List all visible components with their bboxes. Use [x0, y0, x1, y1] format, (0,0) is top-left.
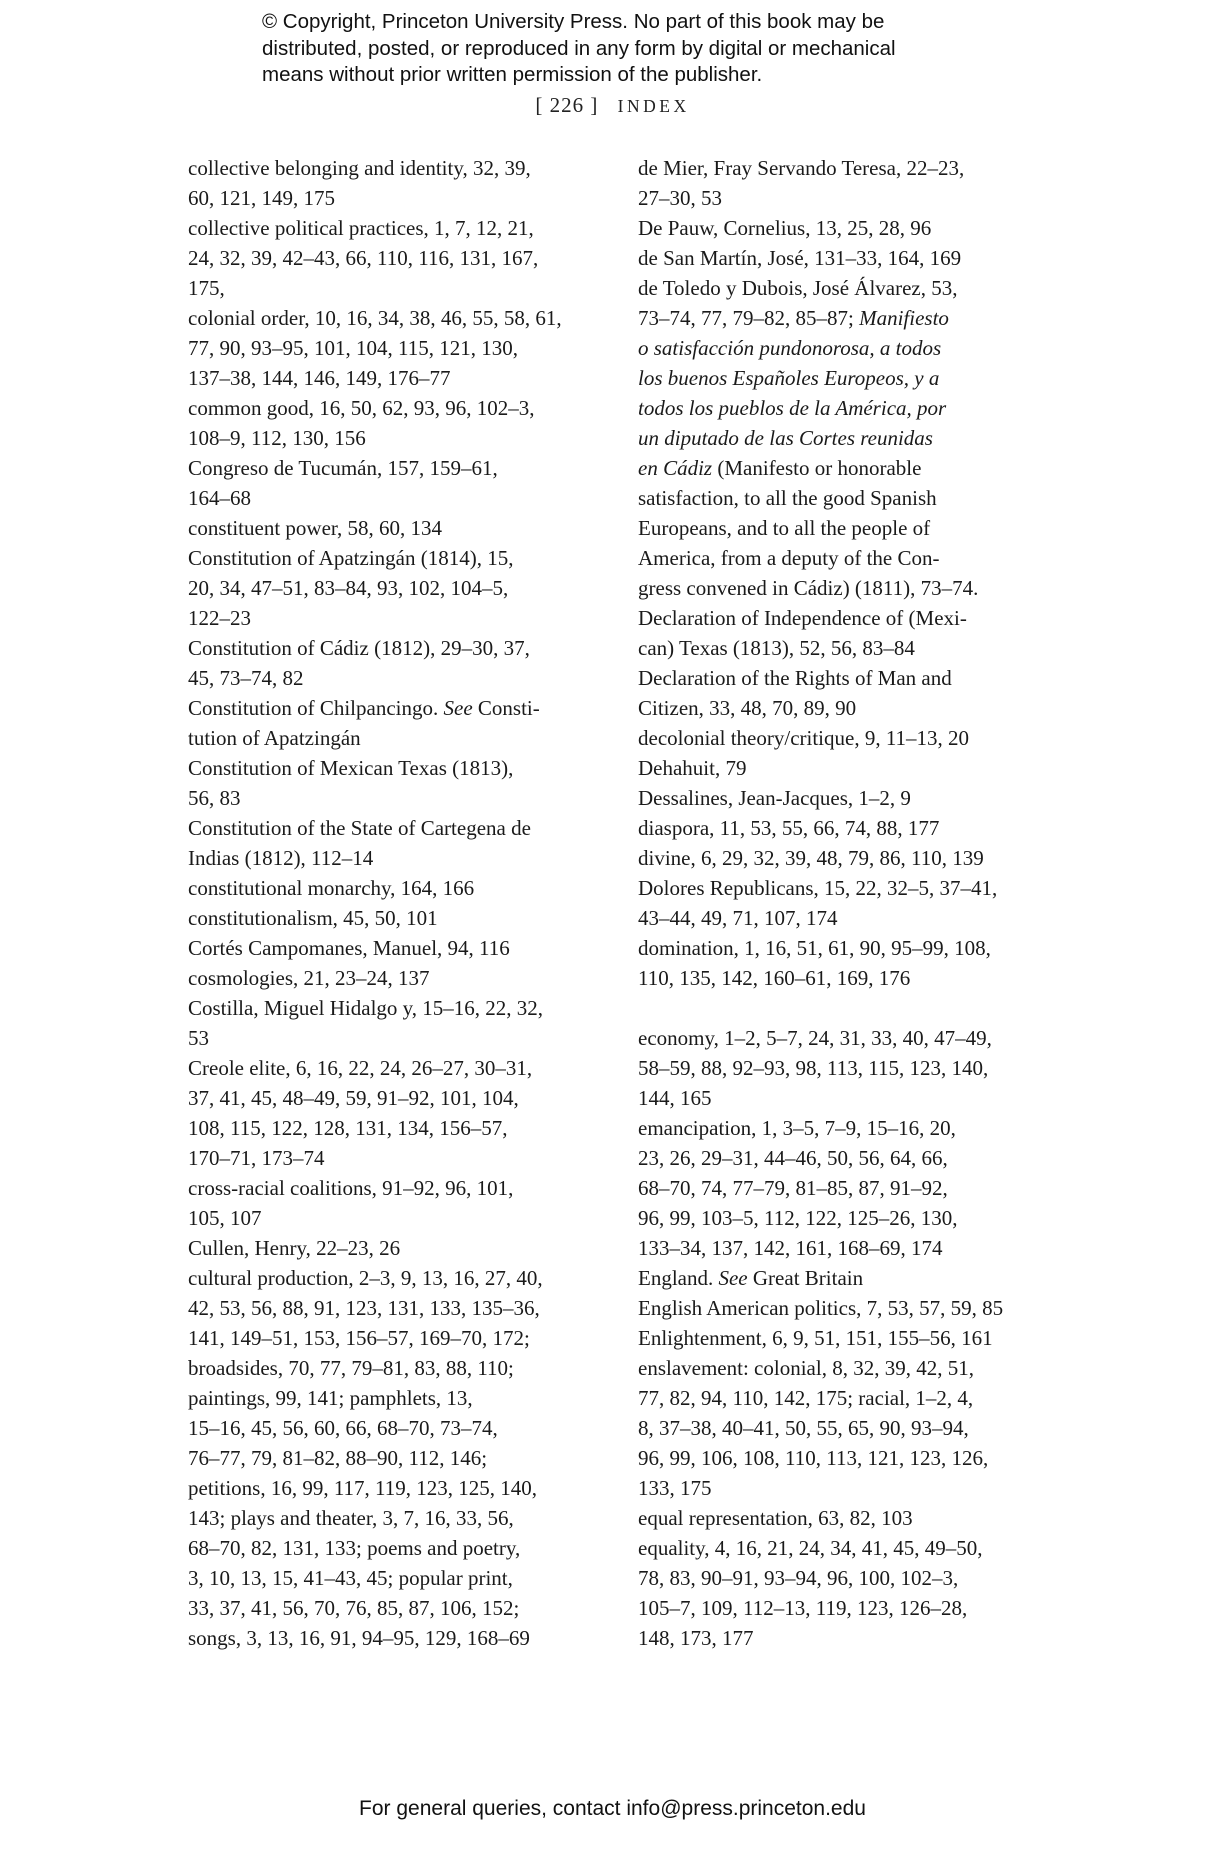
index-entry-line: 105, 107 [188, 1206, 262, 1230]
index-entry-line: 110, 135, 142, 160–61, 169, 176 [638, 966, 911, 990]
index-entry-line: 8, 37–38, 40–41, 50, 55, 65, 90, 93–94, [638, 1416, 969, 1440]
index-entry-line: gress convened in Cádiz) (1811), 73–74. [638, 576, 979, 600]
copyright-line: means without prior written permission of the publisher. [262, 63, 763, 86]
index-entry [638, 1323, 1055, 1353]
index-entry [188, 903, 598, 933]
index-entry-line: Constitution of the State of Cartegena de [188, 816, 531, 840]
index-entry-line: 77, 82, 94, 110, 142, 175; racial, 1–2, 4, [638, 1386, 974, 1410]
index-entry [188, 873, 598, 903]
index-entry [638, 1023, 1055, 1113]
index-entry [188, 1233, 598, 1263]
index-entry [188, 1053, 598, 1173]
index-entry-line: decolonial theory/critique, 9, 11–13, 20 [638, 726, 970, 750]
index-entry-line: Declaration of the Rights of Man and [638, 666, 952, 690]
index-entry-line: 76–77, 79, 81–82, 88–90, 112, 146; [188, 1446, 488, 1470]
index-entry-line: 108, 115, 122, 128, 131, 134, 156–57, [188, 1116, 508, 1140]
index-entry [188, 933, 598, 963]
index-entry-line: 42, 53, 56, 88, 91, 123, 131, 133, 135–36, [188, 1296, 540, 1320]
index-entry [188, 213, 598, 303]
index-entry [188, 753, 598, 813]
index-entry-line: colonial order, 10, 16, 34, 38, 46, 55, 58, 61, [188, 306, 562, 330]
index-entry [188, 393, 598, 453]
copyright-line: distributed, posted, or reproduced in any form by digital or mechanical [262, 36, 896, 60]
index-entry-line: o satisfacción pundonorosa, a todos [638, 336, 942, 360]
index-entry-line: 58–59, 88, 92–93, 98, 113, 115, 123, 140, [638, 1056, 989, 1080]
index-entry-line: Declaration of Independence of (Mexi- [638, 606, 967, 630]
index-entry-line: 53 [188, 1026, 209, 1050]
index-entry [188, 1173, 598, 1233]
index-entry-line: cultural production, 2–3, 9, 13, 16, 27, 40, [188, 1266, 543, 1290]
index-entry [188, 813, 598, 873]
index-entry [638, 843, 1055, 873]
index-entry [638, 243, 1055, 273]
index-entry-line: 96, 99, 103–5, 112, 122, 125–26, 130, [638, 1206, 958, 1230]
index-entry [638, 1353, 1055, 1503]
index-entry-line: 37, 41, 45, 48–49, 59, 91–92, 101, 104, [188, 1086, 519, 1110]
index-entry [638, 1293, 1055, 1323]
index-entry-line: tution of Apatzingán [188, 726, 361, 750]
index-entry-line: 68–70, 74, 77–79, 81–85, 87, 91–92, [638, 1176, 948, 1200]
copyright-line: © Copyright, Princeton University Press. No part of this book may be [262, 10, 885, 33]
index-entry-line: Dessalines, Jean-Jacques, 1–2, 9 [638, 786, 911, 810]
index-entry-line: 108–9, 112, 130, 156 [188, 426, 366, 450]
index-entry-line: diaspora, 11, 53, 55, 66, 74, 88, 177 [638, 816, 940, 840]
index-entry-line: 56, 83 [188, 786, 241, 810]
index-entry [188, 153, 598, 213]
index-entry-line: 77, 90, 93–95, 101, 104, 115, 121, 130, [188, 336, 518, 360]
index-entry-line: 43–44, 49, 71, 107, 174 [638, 906, 838, 930]
index-entry-line: 133, 175 [638, 1476, 712, 1500]
index-entry-line: divine, 6, 29, 32, 39, 48, 79, 86, 110, 139 [638, 846, 984, 870]
index-entry-line: 27–30, 53 [638, 186, 722, 210]
index-entry-line: collective belonging and identity, 32, 39, [188, 156, 531, 180]
index-entry-line: Constitution of Chilpancingo. See Consti- [188, 696, 540, 720]
index-column-left [188, 153, 598, 1653]
index-entry-line: 3, 10, 13, 15, 41–43, 45; popular print, [188, 1566, 513, 1590]
index-entry-line: en Cádiz (Manifesto or honorable [638, 456, 922, 480]
index-entry [638, 153, 1055, 213]
group-spacer [638, 993, 1055, 1023]
footer-contact: For general queries, contact info@press.princeton.edu [359, 1797, 866, 1820]
index-entry-line: paintings, 99, 141; pamphlets, 13, [188, 1386, 473, 1410]
index-entry-line: 141, 149–51, 153, 156–57, 169–70, 172; [188, 1326, 530, 1350]
index-entry [638, 783, 1055, 813]
index-entry-line: 164–68 [188, 486, 251, 510]
index-entry-line: songs, 3, 13, 16, 91, 94–95, 129, 168–69 [188, 1626, 530, 1650]
index-entry-line: Indias (1812), 112–14 [188, 846, 374, 870]
index-entry-line: England. See Great Britain [638, 1266, 864, 1290]
index-entry-line: 45, 73–74, 82 [188, 666, 304, 690]
index-entry-line: 15–16, 45, 56, 60, 66, 68–70, 73–74, [188, 1416, 498, 1440]
index-entry [638, 663, 1055, 723]
index-entry [638, 1533, 1055, 1653]
index-entry-line: 170–71, 173–74 [188, 1146, 325, 1170]
index-entry [188, 633, 598, 693]
index-entry-line: broadsides, 70, 77, 79–81, 83, 88, 110; [188, 1356, 514, 1380]
index-entry-line: 78, 83, 90–91, 93–94, 96, 100, 102–3, [638, 1566, 959, 1590]
index-entry [188, 513, 598, 543]
index-entry [638, 273, 1055, 603]
index-entry-line: satisfaction, to all the good Spanish [638, 486, 937, 510]
index-group-d [638, 153, 1055, 993]
index-entry-line: de San Martín, José, 131–33, 164, 169 [638, 246, 962, 270]
index-entry-line: domination, 1, 16, 51, 61, 90, 95–99, 108, [638, 936, 991, 960]
index-entry [638, 1503, 1055, 1533]
index-entry-line: constituent power, 58, 60, 134 [188, 516, 443, 540]
index-entry-line: constitutional monarchy, 164, 166 [188, 876, 475, 900]
index-entry-line: Dehahuit, 79 [638, 756, 747, 780]
index-entry-line: can) Texas (1813), 52, 56, 83–84 [638, 636, 915, 660]
index-column-right [638, 153, 1055, 1653]
index-entry-line: De Pauw, Cornelius, 13, 25, 28, 96 [638, 216, 932, 240]
index-entry-line: 105–7, 109, 112–13, 119, 123, 126–28, [638, 1596, 968, 1620]
running-head [0, 93, 1225, 118]
index-entry-line: 175, [188, 276, 225, 300]
index-entry-line: equality, 4, 16, 21, 24, 34, 41, 45, 49–50, [638, 1536, 983, 1560]
index-entry-line: 33, 37, 41, 56, 70, 76, 85, 87, 106, 152; [188, 1596, 520, 1620]
index-entry [638, 813, 1055, 843]
index-entry [188, 993, 598, 1053]
index-entry-line: Costilla, Miguel Hidalgo y, 15–16, 22, 32, [188, 996, 544, 1020]
index-entry-line: Cullen, Henry, 22–23, 26 [188, 1236, 401, 1260]
index-entry-line: English American politics, 7, 53, 57, 59, 85 [638, 1296, 1004, 1320]
index-entry-line: 68–70, 82, 131, 133; poems and poetry, [188, 1536, 521, 1560]
index-entry-line: de Mier, Fray Servando Teresa, 22–23, [638, 156, 965, 180]
index-entry [638, 723, 1055, 753]
index-entry [188, 453, 598, 513]
index-entry-line: 137–38, 144, 146, 149, 176–77 [188, 366, 451, 390]
index-entry [638, 933, 1055, 993]
index-entry-line: Constitution of Cádiz (1812), 29–30, 37, [188, 636, 530, 660]
index-entry-line: un diputado de las Cortes reunidas [638, 426, 933, 450]
index-entry-line: emancipation, 1, 3–5, 7–9, 15–16, 20, [638, 1116, 956, 1140]
index-entry-line: cosmologies, 21, 23–24, 137 [188, 966, 430, 990]
index-entry-line: 96, 99, 106, 108, 110, 113, 121, 123, 126, [638, 1446, 989, 1470]
index-entry [188, 1263, 598, 1653]
index-entry-line: Constitution of Apatzingán (1814), 15, [188, 546, 514, 570]
page-number: [ 226 ] [535, 93, 599, 117]
index-entry [638, 213, 1055, 243]
index-entry-line: 60, 121, 149, 175 [188, 186, 335, 210]
index-entry-line: petitions, 16, 99, 117, 119, 123, 125, 140, [188, 1476, 538, 1500]
index-entry [188, 693, 598, 753]
index-entry-line: 23, 26, 29–31, 44–46, 50, 56, 64, 66, [638, 1146, 948, 1170]
index-entry-line: de Toledo y Dubois, José Álvarez, 53, [638, 276, 958, 300]
index-entry [188, 963, 598, 993]
index-entry-line: America, from a deputy of the Con- [638, 546, 940, 570]
index-entry-line: Europeans, and to all the people of [638, 516, 931, 540]
index-entry-line: equal representation, 63, 82, 103 [638, 1506, 913, 1530]
index-entry-line: enslavement: colonial, 8, 32, 39, 42, 51, [638, 1356, 974, 1380]
index-entry [638, 1113, 1055, 1263]
index-entry-line: 133–34, 137, 142, 161, 168–69, 174 [638, 1236, 943, 1260]
index-entry-line: 24, 32, 39, 42–43, 66, 110, 116, 131, 167, [188, 246, 539, 270]
index-entry [638, 753, 1055, 783]
index-entry-line: constitutionalism, 45, 50, 101 [188, 906, 438, 930]
index-entry-line: Creole elite, 6, 16, 22, 24, 26–27, 30–31, [188, 1056, 533, 1080]
index-entry-line: 122–23 [188, 606, 251, 630]
index-entry-line: 144, 165 [638, 1086, 712, 1110]
index-entry-line: Enlightenment, 6, 9, 51, 151, 155–56, 161 [638, 1326, 993, 1350]
index-entry-line: 20, 34, 47–51, 83–84, 93, 102, 104–5, [188, 576, 509, 600]
index-entry-line: 143; plays and theater, 3, 7, 16, 33, 56, [188, 1506, 514, 1530]
index-entry [638, 603, 1055, 663]
index-entry-line: Cortés Campomanes, Manuel, 94, 116 [188, 936, 510, 960]
index-entry [188, 543, 598, 633]
index-entry-line: Dolores Republicans, 15, 22, 32–5, 37–41, [638, 876, 998, 900]
index-entry [188, 303, 598, 393]
index-entry [638, 873, 1055, 933]
index-entry-line: todos los pueblos de la América, por [638, 396, 947, 420]
index-entry-line: economy, 1–2, 5–7, 24, 31, 33, 40, 47–49, [638, 1026, 992, 1050]
index-entry [638, 1263, 1055, 1293]
index-entry-line: Constitution of Mexican Texas (1813), [188, 756, 514, 780]
index-entry-line: 73–74, 77, 79–82, 85–87; Manifiesto [638, 306, 949, 330]
section-title: INDEX [617, 96, 690, 116]
index-entry-line: Citizen, 33, 48, 70, 89, 90 [638, 696, 857, 720]
index-entry-line: cross-racial coalitions, 91–92, 96, 101, [188, 1176, 514, 1200]
index-entry-line: common good, 16, 50, 62, 93, 96, 102–3, [188, 396, 535, 420]
copyright-notice [262, 9, 1022, 89]
index-entry-line: collective political practices, 1, 7, 12, 21, [188, 216, 534, 240]
index-entry-line: los buenos Españoles Europeos, y a [638, 366, 940, 390]
index-entry-line: 148, 173, 177 [638, 1626, 754, 1650]
index-entry-line: Congreso de Tucumán, 157, 159–61, [188, 456, 498, 480]
index-group-e [638, 1023, 1055, 1653]
